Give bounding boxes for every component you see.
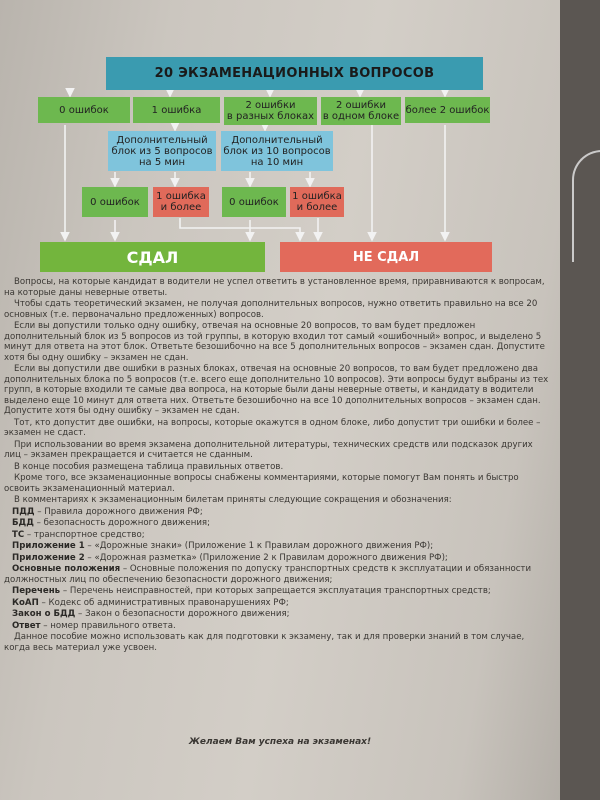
abbreviation-item: Закон о БДД – Закон о безопасности дорожного движения; xyxy=(12,609,290,619)
paragraph: Если вы допустили только одну ошибку, отвечая на основные 20 вопросов, то вам будет предложен дополнительный блок из 5 вопросов из той группы, в которую входил тот самый «ошибочный» вопрос, и выделено 5 минут для ответа на этот блок. Ответьте безошибочно на все 5 дополнительных вопросов – экзамен сдан. Допустите хотя бы одну ошибку – экзамен не сдан. xyxy=(4,321,545,363)
extra-block-5: Дополнительный блок из 5 вопросов на 5 мин xyxy=(108,131,216,171)
background-edge xyxy=(560,0,600,800)
option-zero-errors: 0 ошибок xyxy=(38,97,130,123)
sub-zero-errors-a: 0 ошибок xyxy=(82,187,148,217)
abbreviation-item: Ответ – номер правильного ответа. xyxy=(12,620,176,631)
sub-more-errors-a: 1 ошибка и более xyxy=(153,187,209,217)
option-two-errors-same-block: 2 ошибки в одном блоке xyxy=(321,97,401,125)
paragraph: Если вы допустили две ошибки в разных блоках, отвечая на основные 20 вопросов, то вам будет предложено два дополнительных блока по 5 вопросов (т.е. всего еще дополнительно 10 вопросов). Эти вопросы будут выбраны из тех групп, в которые входили те самые два вопроса, на которые были даны неверные ответы, и кандидату в водители выделено еще 10 минут для ответа них. Ответьте безошибочно на все 10 дополнительных вопросов – экзамен сдан. Допустите хотя бы одну ошибку – экзамен не сдан. xyxy=(4,364,549,416)
option-more-than-two: более 2 ошибок xyxy=(405,97,490,123)
sub-zero-errors-b: 0 ошибок xyxy=(222,187,286,217)
abbreviation-item: Приложение 1 – «Дорожные знаки» (Приложение 1 к Правилам дорожного движения РФ); xyxy=(12,541,434,551)
paragraph: Чтобы сдать теоретический экзамен, не получая дополнительных вопросов, нужно ответить правильно на все 20 основных (т.е. первоначально предложенных) вопросов. xyxy=(4,299,538,320)
option-two-errors-different-blocks: 2 ошибки в разных блоках xyxy=(224,97,317,125)
sub-more-errors-b: 1 ошибка и более xyxy=(290,187,344,217)
closing-wish: Желаем Вам успеха на экзаменах! xyxy=(188,737,372,747)
abbreviation-item: БДД – безопасность дорожного движения; xyxy=(12,518,210,528)
paragraph: Кроме того, все экзаменационные вопросы снабжены комментариями, которые помогут Вам понять и быстро освоить экзаменационный материал. xyxy=(4,473,519,494)
paragraph: В комментариях к экзаменационным билетам приняты следующие сокращения и обозначения: xyxy=(14,495,452,505)
abbreviation-item: Перечень – Перечень неисправностей, при которых запрещается эксплуатация транспортных средств; xyxy=(12,586,491,596)
abbreviation-item: КоАП – Кодекс об административных правонарушениях РФ; xyxy=(12,597,289,608)
abbreviation-item: Приложение 2 – «Дорожная разметка» (Приложение 2 к Правилам дорожного движения РФ); xyxy=(12,552,448,563)
abbreviation-item: Основные положения – Основные положения по допуску транспортных средств к эксплуатации и обязанности должностных лиц по обеспечению безопасности дорожного движения; xyxy=(4,564,532,585)
paragraph: При использовании во время экзамена дополнительной литературы, технических средств или подсказок других лиц – экзамен прекращается и считается не сданным. xyxy=(4,439,533,460)
paragraph: В конце пособия размещена таблица правильных ответов. xyxy=(14,461,284,472)
abbreviation-item: ТС – транспортное средство; xyxy=(12,529,145,540)
result-failed: НЕ СДАЛ xyxy=(280,242,492,272)
cable xyxy=(572,150,600,262)
paragraph-final: Данное пособие можно использовать как для подготовки к экзамену, так и для проверки знаний в том случае, когда весь материал уже усвоен. xyxy=(4,632,525,653)
abbreviation-item: ПДД – Правила дорожного движения РФ; xyxy=(12,506,203,517)
result-passed: СДАЛ xyxy=(40,242,265,272)
paragraph: Вопросы, на которые кандидат в водители не успел ответить в установленное время, приравниваются к вопросам, на которые даны неверные ответы. xyxy=(4,277,545,298)
paragraph: Тот, кто допустит две ошибки, на вопросы, которые окажутся в одном блоке, либо допустит три ошибки и более – экзамен не сдаст. xyxy=(4,417,541,438)
extra-block-10: Дополнительный блок из 10 вопросов на 10 мин xyxy=(221,131,333,171)
option-one-error: 1 ошибка xyxy=(133,97,220,123)
body-text xyxy=(4,277,552,654)
diagram-title: 20 ЭКЗАМЕНАЦИОННЫХ ВОПРОСОВ xyxy=(106,57,483,90)
